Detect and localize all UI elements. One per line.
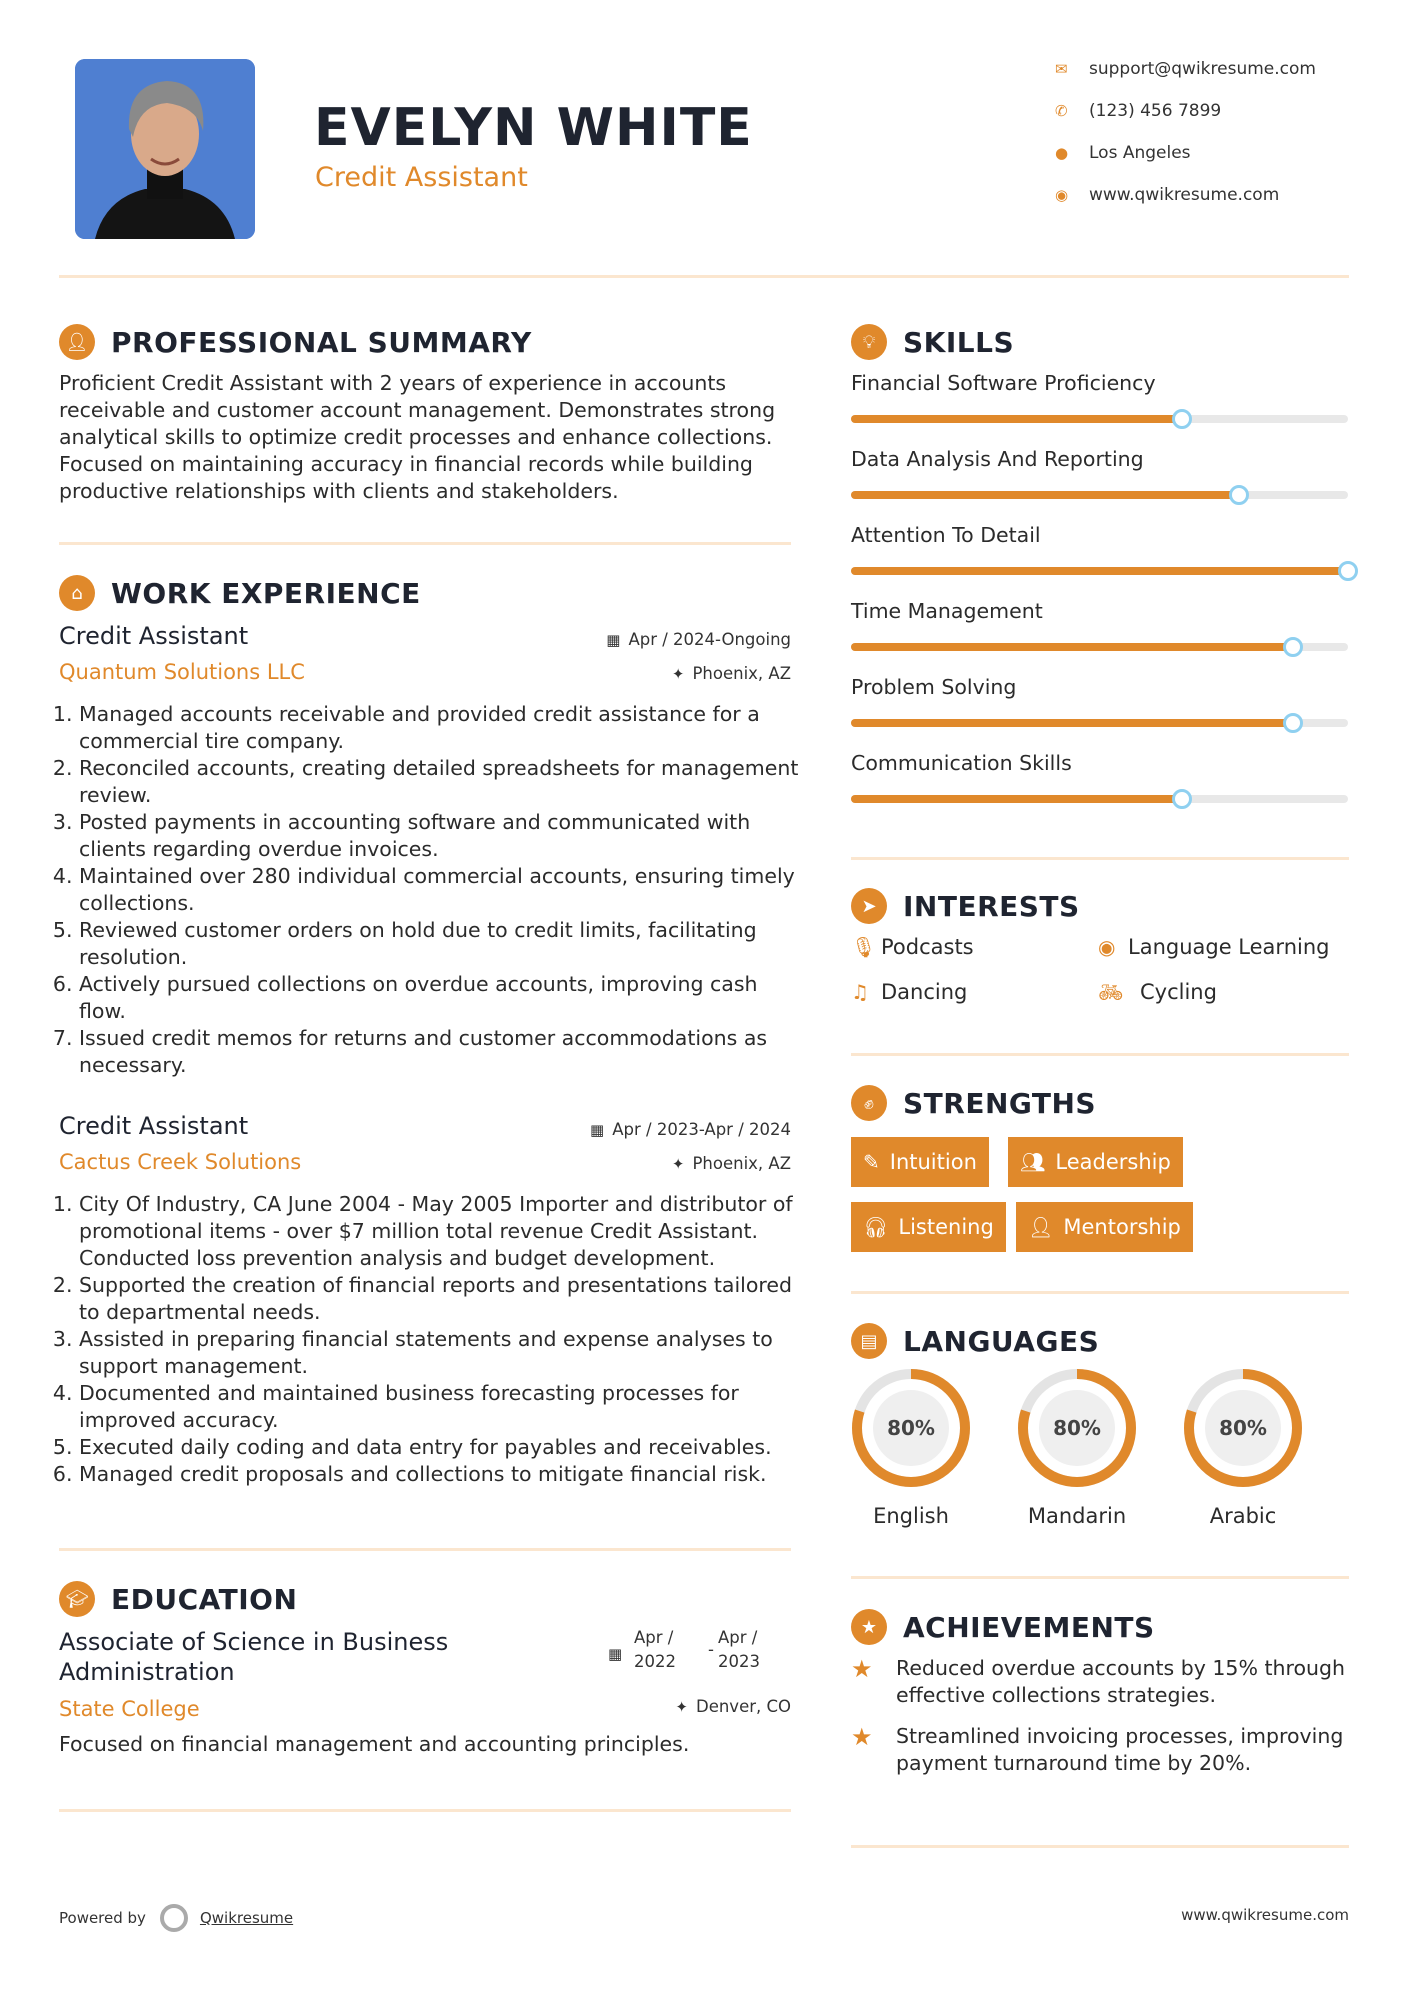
qwikresume-logo-icon: [160, 1904, 188, 1932]
strength-tag: [851, 1137, 989, 1187]
interests-divider: [851, 1053, 1349, 1056]
interest-item: [851, 980, 967, 1004]
language-ring: [1183, 1368, 1303, 1488]
graduation-icon: 🎓︎: [59, 1581, 95, 1617]
achievement-text: Reduced overdue accounts by 15% through effective collections strategies.: [896, 1656, 1345, 1707]
job-dates-text: Apr / 2023-Apr / 2024: [612, 1120, 791, 1139]
job-dates: [500, 1120, 791, 1139]
skill-item: [851, 523, 1351, 599]
job-dates-text: Apr / 2024-Ongoing: [628, 630, 791, 649]
music-note-icon: ♫: [851, 980, 869, 1004]
skill-track: [851, 567, 1348, 575]
job-bullet: 6. Managed credit proposals and collections to mitigate financial risk.: [79, 1461, 804, 1488]
contact-website[interactable]: [1055, 180, 1355, 210]
skill-knob: [1338, 561, 1358, 581]
language-percent: 80%: [1053, 1416, 1101, 1440]
calendar-icon: ▦: [608, 1645, 623, 1663]
skill-item: [851, 751, 1351, 827]
interests-heading: [851, 886, 1080, 926]
language-name: English: [873, 1504, 949, 1528]
paper-plane-icon: ➤: [851, 888, 887, 924]
experience-title: WORK EXPERIENCE: [111, 576, 421, 610]
microphone-icon: 🎙︎: [851, 935, 877, 959]
strengths-divider: [851, 1291, 1349, 1294]
language-percent: 80%: [1219, 1416, 1267, 1440]
skill-item: [851, 675, 1351, 751]
strength-label: Mentorship: [1063, 1215, 1181, 1239]
headphones-icon: 🎧︎: [863, 1215, 889, 1239]
office-chair-icon: ⌂: [59, 575, 95, 611]
contact-location-text: Los Angeles: [1089, 143, 1191, 163]
interests-title: INTERESTS: [903, 889, 1080, 923]
footer-site[interactable]: www.qwikresume.com: [1181, 1906, 1349, 1924]
interest-item: [1098, 935, 1329, 959]
language-name: Mandarin: [1027, 1504, 1127, 1528]
strength-tag: [1016, 1202, 1193, 1252]
language-percent: 80%: [887, 1416, 935, 1440]
skills-title: SKILLS: [903, 325, 1015, 359]
job-location: [500, 1154, 791, 1173]
bicycle-icon: 🚲︎: [1098, 980, 1124, 1004]
contact-phone-text: (123) 456 7899: [1089, 101, 1222, 121]
interest-item: [1098, 980, 1217, 1004]
education-dates: [608, 1628, 788, 1678]
languages-title: LANGUAGES: [903, 1324, 1100, 1358]
skill-fill: [851, 643, 1293, 651]
job-location: [500, 664, 791, 683]
job-bullet: 2. Reconciled accounts, creating detailed spreadsheets for management review.: [79, 755, 804, 809]
job-title: Credit Assistant: [59, 1112, 249, 1140]
language-item: [851, 1368, 971, 1528]
job-bullet: 4. Maintained over 280 individual commercial accounts, ensuring timely collections.: [79, 863, 804, 917]
skill-track: [851, 795, 1348, 803]
envelope-icon: ✉: [1055, 60, 1068, 78]
skill-knob: [1172, 789, 1192, 809]
degree-line: Associate of Science in Business: [59, 1628, 449, 1656]
skill-knob: [1172, 409, 1192, 429]
achievements-heading: [851, 1607, 1155, 1647]
skill-fill: [851, 491, 1239, 499]
degree: [59, 1627, 448, 1687]
globe-icon: ◉: [1098, 935, 1116, 959]
skill-label: Data Analysis And Reporting: [851, 447, 1144, 471]
job-company: Cactus Creek Solutions: [59, 1150, 302, 1174]
person-portrait-icon: [75, 59, 255, 239]
edu-date-dash: -: [708, 1640, 714, 1659]
skill-track: [851, 415, 1348, 423]
pin-icon: ✦: [671, 1154, 685, 1173]
achievements-list: [851, 1655, 1351, 1777]
achievement-text: Streamlined invoicing processes, improving payment turnaround time by 20%.: [896, 1724, 1344, 1775]
strength-label: Listening: [898, 1215, 994, 1239]
powered-by-text: Powered by: [59, 1909, 146, 1927]
summary-text: Proficient Credit Assistant with 2 years of experience in accounts receivable and customer account management. Demonstrates strong analytical skills to optimize credit processes and enhance collections. Focused on maintaining accuracy in financial records while building productive relationships with clients and stakeholders.: [59, 371, 776, 503]
user-icon: 👤︎: [59, 324, 95, 360]
contact-email[interactable]: [1055, 54, 1355, 84]
achievements-title: ACHIEVEMENTS: [903, 1610, 1155, 1644]
language-card-icon: ▤: [851, 1323, 887, 1359]
edu-start-year: 2022: [634, 1652, 676, 1671]
job-bullet: 3. Posted payments in accounting software and communicated with clients regarding overdue invoices.: [79, 809, 804, 863]
skill-item: [851, 447, 1351, 523]
star-badge-icon: ★: [851, 1609, 887, 1645]
contact-phone[interactable]: [1055, 96, 1355, 126]
summary-heading: [59, 322, 532, 362]
profile-photo: [75, 59, 255, 239]
skill-label: Time Management: [851, 599, 1043, 623]
contact-email-text: support@qwikresume.com: [1089, 59, 1316, 79]
summary-divider: [59, 542, 791, 545]
job-bullet: 7. Issued credit memos for returns and customer accommodations as necessary.: [79, 1025, 804, 1079]
edu-end-year: 2023: [718, 1652, 760, 1671]
language-ring: [851, 1368, 971, 1488]
achievement-item: [851, 1655, 1351, 1709]
language-item: [1017, 1368, 1137, 1528]
contact-website-text: www.qwikresume.com: [1089, 185, 1280, 205]
skill-label: Attention To Detail: [851, 523, 1041, 547]
candidate-title: Credit Assistant: [315, 162, 528, 193]
skill-fill: [851, 567, 1348, 575]
interest-item: [851, 935, 974, 959]
globe-icon: ◉: [1055, 186, 1069, 204]
edu-end-month: Apr /: [718, 1628, 758, 1647]
skill-fill: [851, 719, 1293, 727]
language-ring: [1017, 1368, 1137, 1488]
skills-divider: [851, 857, 1349, 860]
school-name: State College: [59, 1697, 200, 1721]
brand-link[interactable]: Qwikresume: [199, 1909, 294, 1927]
skill-item: [851, 599, 1351, 675]
skill-knob: [1229, 485, 1249, 505]
skill-label: Communication Skills: [851, 751, 1072, 775]
job-bullet: 1. City Of Industry, CA June 2004 - May 2005 Importer and distributor of promotional items - over $7 million total revenue Credit Assistant. Conducted loss prevention analysis and budget development.: [79, 1191, 804, 1272]
languages-heading: [851, 1321, 1099, 1361]
education-divider: [59, 1809, 791, 1812]
strength-tag: [851, 1202, 1006, 1252]
users-icon: 👥︎: [1020, 1150, 1046, 1174]
shooting-star-icon: ★: [851, 1723, 873, 1751]
footer-powered: [59, 1904, 293, 1932]
skill-label: Financial Software Proficiency: [851, 371, 1156, 395]
skill-fill: [851, 795, 1182, 803]
education-location: [500, 1697, 791, 1716]
job-dates: [500, 630, 791, 649]
education-description: Focused on financial management and accounting principles.: [59, 1732, 690, 1756]
interest-label: Dancing: [881, 980, 968, 1004]
calendar-icon: ▦: [606, 630, 621, 649]
experience-heading: [59, 573, 421, 613]
job-bullet: 6. Actively pursued collections on overdue accounts, improving cash flow.: [79, 971, 804, 1025]
job-bullet: 5. Reviewed customer orders on hold due to credit limits, facilitating resolution.: [79, 917, 804, 971]
edu-location-text: Denver, CO: [695, 1697, 791, 1716]
interest-label: Language Learning: [1128, 935, 1330, 959]
lightbulb-icon: 💡︎: [851, 324, 887, 360]
job-bullet: 2. Supported the creation of financial reports and presentations tailored to departmental needs.: [79, 1272, 804, 1326]
interest-label: Cycling: [1140, 980, 1217, 1004]
pin-icon: ✦: [675, 1697, 688, 1716]
job-bullet: 1. Managed accounts receivable and provided credit assistance for a commercial tire company.: [79, 701, 804, 755]
interest-label: Podcasts: [881, 935, 974, 959]
job-bullets: [59, 701, 804, 1079]
strength-label: Leadership: [1055, 1150, 1171, 1174]
skill-knob: [1283, 713, 1303, 733]
calendar-icon: ▦: [590, 1120, 605, 1139]
strength-tag: [1008, 1137, 1183, 1187]
education-heading: [59, 1579, 297, 1619]
experience-divider: [59, 1548, 791, 1551]
skills-heading: [851, 322, 1014, 362]
skill-knob: [1283, 637, 1303, 657]
job-bullet: 3. Assisted in preparing financial statements and expense analyses to support management.: [79, 1326, 804, 1380]
map-pin-icon: ●: [1055, 144, 1069, 162]
languages-divider: [851, 1576, 1349, 1579]
job-location-text: Phoenix, AZ: [692, 664, 791, 683]
header-divider: [59, 275, 1349, 278]
job-bullet: 5. Executed daily coding and data entry for payables and receivables.: [79, 1434, 804, 1461]
pin-icon: ✦: [671, 664, 685, 683]
education-title: EDUCATION: [111, 1582, 298, 1616]
strengths-title: STRENGTHS: [903, 1086, 1097, 1120]
achievements-divider: [851, 1845, 1349, 1848]
job-title: Credit Assistant: [59, 622, 249, 650]
strength-label: Intuition: [889, 1150, 977, 1174]
job-bullets: [59, 1191, 804, 1488]
edu-start-month: Apr /: [634, 1628, 674, 1647]
fist-icon: ✊︎: [851, 1085, 887, 1121]
languages-list: [851, 1368, 1351, 1538]
candidate-name: EVELYN WHITE: [314, 98, 753, 158]
job-bullet: 4. Documented and maintained business forecasting processes for improved accuracy.: [79, 1380, 804, 1434]
skill-label: Problem Solving: [851, 675, 1017, 699]
skill-fill: [851, 415, 1182, 423]
skill-item: [851, 371, 1351, 447]
language-name: Arabic: [1209, 1504, 1277, 1528]
skill-track: [851, 719, 1348, 727]
magic-wand-icon: ✎: [863, 1150, 880, 1174]
user-plus-icon: 👤︎: [1028, 1215, 1054, 1239]
shooting-star-icon: ★: [851, 1655, 873, 1683]
degree-line: Administration: [59, 1658, 235, 1686]
job-location-text: Phoenix, AZ: [692, 1154, 791, 1173]
skill-track: [851, 643, 1348, 651]
job-company: Quantum Solutions LLC: [59, 660, 305, 684]
contact-location: [1055, 138, 1355, 168]
achievement-item: [851, 1723, 1351, 1777]
phone-icon: ✆: [1055, 102, 1068, 120]
summary-title: PROFESSIONAL SUMMARY: [111, 325, 532, 359]
skill-track: [851, 491, 1348, 499]
language-item: [1183, 1368, 1303, 1528]
skills-list: [851, 371, 1351, 827]
strengths-heading: [851, 1083, 1096, 1123]
